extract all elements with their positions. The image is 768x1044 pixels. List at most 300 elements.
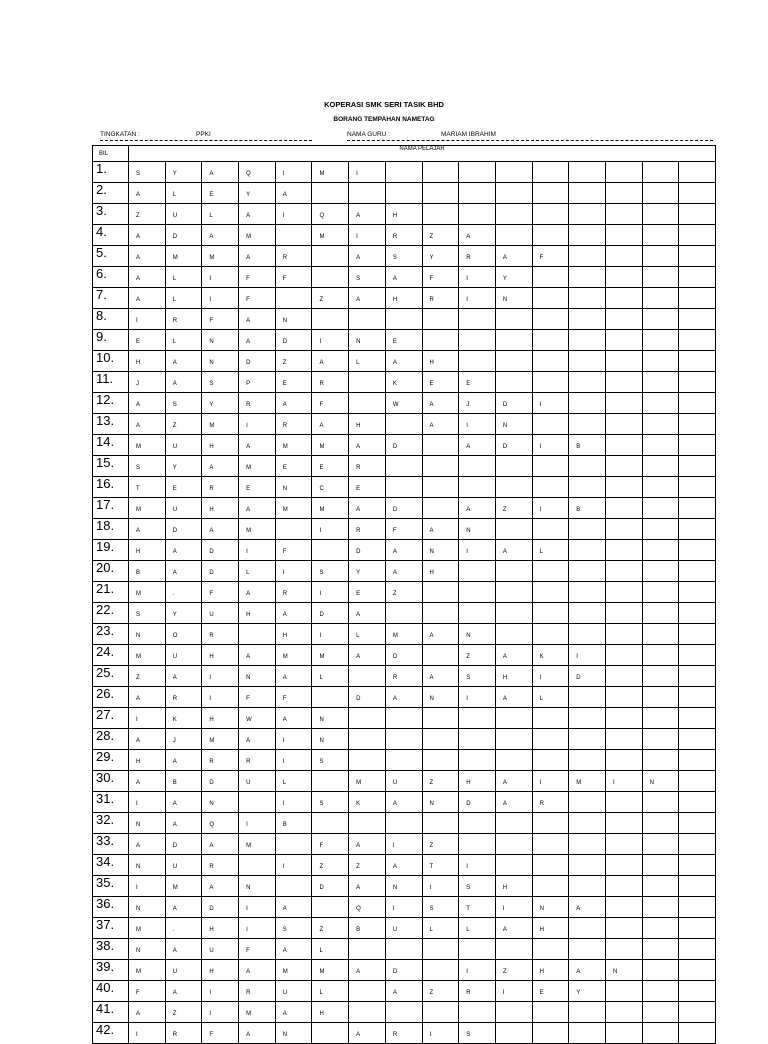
letter-cell: [495, 204, 532, 225]
letter-cell: [605, 603, 642, 624]
letter-cell: D: [495, 393, 532, 414]
letter-cell: A: [349, 834, 386, 855]
letter-cell: [312, 771, 349, 792]
row-number: 29.: [93, 750, 129, 771]
letter-cell: [422, 330, 459, 351]
letter-cell: [459, 729, 496, 750]
letter-cell: Z: [422, 771, 459, 792]
letter-cell: [642, 624, 679, 645]
letter-cell: [679, 414, 716, 435]
row-number: 39.: [93, 960, 129, 981]
letter-cell: A: [495, 246, 532, 267]
letter-cell: A: [165, 351, 202, 372]
letter-cell: I: [239, 540, 276, 561]
letter-cell: A: [275, 393, 312, 414]
letter-cell: A: [129, 288, 166, 309]
letter-cell: D: [385, 645, 422, 666]
letter-cell: [422, 645, 459, 666]
letter-cell: K: [532, 645, 569, 666]
letter-cell: [495, 1023, 532, 1044]
letter-cell: [422, 939, 459, 960]
letter-cell: I: [422, 876, 459, 897]
row-number: 26.: [93, 687, 129, 708]
letter-cell: F: [239, 267, 276, 288]
letter-cell: [275, 288, 312, 309]
letter-cell: [532, 582, 569, 603]
letter-cell: H: [129, 750, 166, 771]
letter-cell: F: [239, 939, 276, 960]
letter-cell: [679, 729, 716, 750]
letter-cell: [642, 582, 679, 603]
table-header-row: [93, 146, 716, 162]
letter-cell: A: [165, 750, 202, 771]
letter-cell: R: [385, 225, 422, 246]
letter-cell: [642, 414, 679, 435]
letter-cell: [349, 939, 386, 960]
letter-cell: [312, 897, 349, 918]
letter-cell: [532, 834, 569, 855]
letter-cell: A: [385, 855, 422, 876]
letter-cell: U: [202, 939, 239, 960]
table-row: [93, 729, 716, 750]
letter-cell: [459, 351, 496, 372]
letter-cell: A: [349, 498, 386, 519]
letter-cell: M: [202, 729, 239, 750]
letter-cell: A: [129, 729, 166, 750]
letter-cell: F: [385, 519, 422, 540]
letter-cell: M: [312, 960, 349, 981]
letter-cell: [642, 246, 679, 267]
letter-cell: I: [202, 288, 239, 309]
letter-cell: I: [532, 771, 569, 792]
table-row: [93, 834, 716, 855]
table-row: [93, 204, 716, 225]
letter-cell: [569, 351, 606, 372]
letter-cell: [569, 918, 606, 939]
letter-cell: I: [532, 393, 569, 414]
letter-cell: N: [129, 624, 166, 645]
letter-cell: M: [129, 498, 166, 519]
letter-cell: [642, 498, 679, 519]
letter-cell: [642, 561, 679, 582]
letter-cell: [679, 519, 716, 540]
letter-cell: A: [422, 519, 459, 540]
letter-cell: [422, 750, 459, 771]
letter-cell: A: [349, 204, 386, 225]
letter-cell: Z: [312, 855, 349, 876]
letter-cell: [495, 561, 532, 582]
letter-cell: N: [312, 708, 349, 729]
letter-cell: [605, 624, 642, 645]
letter-cell: [642, 183, 679, 204]
letter-cell: I: [312, 330, 349, 351]
letter-cell: [459, 708, 496, 729]
letter-cell: [642, 603, 679, 624]
letter-cell: L: [349, 351, 386, 372]
letter-cell: I: [422, 1023, 459, 1044]
letter-cell: A: [202, 456, 239, 477]
letter-cell: R: [275, 582, 312, 603]
letter-cell: I: [275, 855, 312, 876]
document-title: KOPERASI SMK SERI TASIK BHD: [324, 100, 444, 109]
letter-cell: S: [275, 918, 312, 939]
guru-underline: [347, 140, 713, 141]
letter-cell: I: [239, 918, 276, 939]
letter-cell: [349, 708, 386, 729]
letter-cell: I: [532, 435, 569, 456]
letter-cell: [679, 792, 716, 813]
letter-cell: A: [349, 876, 386, 897]
letter-cell: [642, 309, 679, 330]
letter-cell: Z: [312, 288, 349, 309]
letter-cell: K: [385, 372, 422, 393]
letter-cell: H: [349, 414, 386, 435]
letter-cell: [679, 288, 716, 309]
letter-cell: [459, 204, 496, 225]
letter-cell: R: [385, 666, 422, 687]
letter-cell: [605, 750, 642, 771]
letter-cell: F: [202, 582, 239, 603]
letter-cell: E: [349, 582, 386, 603]
table-row: [93, 897, 716, 918]
letter-cell: A: [312, 351, 349, 372]
letter-cell: A: [239, 729, 276, 750]
letter-cell: L: [275, 771, 312, 792]
letter-cell: [605, 288, 642, 309]
row-number: 34.: [93, 855, 129, 876]
letter-cell: I: [202, 267, 239, 288]
letter-cell: [532, 204, 569, 225]
letter-cell: H: [495, 876, 532, 897]
letter-cell: M: [129, 918, 166, 939]
letter-cell: A: [129, 414, 166, 435]
letter-cell: [569, 582, 606, 603]
letter-cell: Z: [165, 1002, 202, 1023]
letter-cell: [459, 582, 496, 603]
letter-cell: [459, 309, 496, 330]
letter-cell: E: [459, 372, 496, 393]
letter-cell: [605, 435, 642, 456]
letter-cell: [569, 750, 606, 771]
table-row: [93, 792, 716, 813]
letter-cell: [349, 666, 386, 687]
guru-value: MARIAM IBRAHIM: [441, 131, 496, 138]
letter-cell: [605, 876, 642, 897]
letter-cell: [532, 708, 569, 729]
letter-cell: A: [349, 603, 386, 624]
row-number: 2.: [93, 183, 129, 204]
letter-cell: N: [275, 309, 312, 330]
letter-cell: B: [569, 498, 606, 519]
letter-cell: A: [385, 267, 422, 288]
letter-cell: A: [385, 687, 422, 708]
letter-cell: L: [202, 204, 239, 225]
letter-cell: R: [422, 288, 459, 309]
letter-cell: [532, 876, 569, 897]
letter-cell: [532, 351, 569, 372]
letter-cell: [679, 1002, 716, 1023]
table-row: [93, 519, 716, 540]
letter-cell: Z: [422, 834, 459, 855]
letter-cell: [495, 1002, 532, 1023]
letter-cell: [569, 540, 606, 561]
letter-cell: M: [312, 645, 349, 666]
table-row: [93, 939, 716, 960]
row-number: 23.: [93, 624, 129, 645]
letter-cell: [495, 624, 532, 645]
table-row: [93, 183, 716, 204]
letter-cell: I: [459, 960, 496, 981]
letter-cell: [532, 225, 569, 246]
letter-cell: H: [275, 624, 312, 645]
letter-cell: [642, 393, 679, 414]
letter-cell: Y: [422, 246, 459, 267]
letter-cell: R: [275, 246, 312, 267]
letter-cell: L: [165, 267, 202, 288]
table-row: [93, 1002, 716, 1023]
letter-cell: L: [532, 687, 569, 708]
letter-cell: [532, 750, 569, 771]
letter-cell: S: [129, 162, 166, 183]
letter-cell: [642, 1023, 679, 1044]
letter-cell: U: [165, 855, 202, 876]
letter-cell: Z: [275, 351, 312, 372]
letter-cell: D: [385, 435, 422, 456]
letter-cell: F: [275, 267, 312, 288]
letter-cell: [679, 666, 716, 687]
table-row: [93, 540, 716, 561]
letter-cell: Y: [569, 981, 606, 1002]
letter-cell: A: [349, 1023, 386, 1044]
letter-cell: A: [385, 540, 422, 561]
letter-cell: [642, 519, 679, 540]
letter-cell: U: [239, 771, 276, 792]
letter-cell: [642, 372, 679, 393]
letter-cell: [569, 183, 606, 204]
letter-cell: [349, 393, 386, 414]
letter-cell: N: [495, 288, 532, 309]
letter-cell: [569, 267, 606, 288]
letter-cell: [569, 561, 606, 582]
row-number: 4.: [93, 225, 129, 246]
letter-cell: [679, 708, 716, 729]
table-row: [93, 330, 716, 351]
letter-cell: [532, 288, 569, 309]
row-number: 7.: [93, 288, 129, 309]
row-number: 19.: [93, 540, 129, 561]
letter-cell: A: [239, 435, 276, 456]
letter-cell: [679, 204, 716, 225]
letter-cell: F: [202, 309, 239, 330]
letter-cell: L: [422, 918, 459, 939]
letter-cell: [312, 1023, 349, 1044]
letter-cell: [605, 351, 642, 372]
letter-cell: M: [129, 960, 166, 981]
letter-cell: H: [202, 708, 239, 729]
row-number: 5.: [93, 246, 129, 267]
letter-cell: [605, 1023, 642, 1044]
letter-cell: F: [275, 687, 312, 708]
letter-cell: A: [165, 561, 202, 582]
letter-cell: I: [385, 897, 422, 918]
letter-cell: U: [165, 435, 202, 456]
letter-cell: [642, 855, 679, 876]
letter-cell: L: [459, 918, 496, 939]
letter-cell: [642, 687, 679, 708]
letter-cell: [605, 792, 642, 813]
letter-cell: [275, 834, 312, 855]
letter-cell: I: [349, 162, 386, 183]
letter-cell: [275, 225, 312, 246]
letter-cell: M: [129, 435, 166, 456]
letter-cell: A: [495, 918, 532, 939]
letter-cell: S: [459, 876, 496, 897]
letter-cell: [642, 834, 679, 855]
letter-cell: S: [129, 456, 166, 477]
letter-cell: [569, 1023, 606, 1044]
table-row: [93, 309, 716, 330]
letter-cell: [312, 813, 349, 834]
row-number: 16.: [93, 477, 129, 498]
letter-cell: [422, 183, 459, 204]
letter-cell: [679, 939, 716, 960]
letter-cell: F: [239, 687, 276, 708]
letter-cell: S: [312, 561, 349, 582]
letter-cell: [275, 519, 312, 540]
letter-cell: [679, 372, 716, 393]
letter-cell: [349, 1002, 386, 1023]
letter-cell: S: [385, 246, 422, 267]
letter-cell: A: [275, 183, 312, 204]
letter-cell: [532, 162, 569, 183]
letter-cell: [569, 603, 606, 624]
table-row: [93, 372, 716, 393]
letter-cell: F: [202, 1023, 239, 1044]
letter-cell: [605, 456, 642, 477]
letter-cell: S: [129, 603, 166, 624]
letter-cell: I: [605, 771, 642, 792]
letter-cell: N: [385, 876, 422, 897]
letter-cell: [642, 288, 679, 309]
letter-cell: [642, 897, 679, 918]
table-row: [93, 414, 716, 435]
letter-cell: [642, 330, 679, 351]
letter-cell: [532, 1023, 569, 1044]
letter-cell: S: [459, 666, 496, 687]
letter-cell: B: [569, 435, 606, 456]
letter-cell: I: [239, 813, 276, 834]
letter-cell: [312, 687, 349, 708]
letter-cell: I: [239, 897, 276, 918]
letter-cell: Z: [349, 855, 386, 876]
table-row: [93, 1023, 716, 1044]
letter-cell: D: [202, 897, 239, 918]
letter-cell: [642, 813, 679, 834]
letter-cell: [605, 939, 642, 960]
letter-cell: A: [459, 225, 496, 246]
letter-cell: A: [349, 645, 386, 666]
letter-cell: [679, 183, 716, 204]
letter-cell: M: [275, 960, 312, 981]
letter-cell: A: [239, 498, 276, 519]
letter-cell: [385, 162, 422, 183]
letter-cell: Y: [165, 162, 202, 183]
row-number: 41.: [93, 1002, 129, 1023]
letter-cell: E: [385, 330, 422, 351]
letter-cell: [385, 939, 422, 960]
letter-cell: [495, 351, 532, 372]
letter-cell: M: [239, 225, 276, 246]
letter-cell: M: [275, 645, 312, 666]
letter-cell: I: [202, 666, 239, 687]
letter-cell: N: [605, 960, 642, 981]
letter-cell: [385, 414, 422, 435]
letter-cell: A: [495, 540, 532, 561]
letter-cell: A: [239, 582, 276, 603]
letter-cell: R: [239, 750, 276, 771]
letter-cell: [642, 540, 679, 561]
letter-cell: M: [569, 771, 606, 792]
letter-cell: Z: [385, 582, 422, 603]
letter-cell: A: [165, 981, 202, 1002]
letter-cell: N: [239, 666, 276, 687]
letter-cell: A: [422, 393, 459, 414]
letter-cell: [605, 498, 642, 519]
letter-cell: [642, 939, 679, 960]
letter-cell: [349, 183, 386, 204]
letter-cell: F: [239, 288, 276, 309]
letter-cell: A: [495, 771, 532, 792]
letter-cell: M: [239, 834, 276, 855]
letter-cell: I: [532, 498, 569, 519]
letter-cell: M: [202, 414, 239, 435]
letter-cell: D: [312, 876, 349, 897]
letter-cell: R: [202, 855, 239, 876]
letter-cell: D: [165, 225, 202, 246]
letter-cell: Z: [495, 498, 532, 519]
letter-cell: F: [312, 834, 349, 855]
letter-cell: A: [495, 645, 532, 666]
letter-cell: [532, 372, 569, 393]
letter-cell: [569, 708, 606, 729]
letter-cell: A: [569, 960, 606, 981]
row-number: 27.: [93, 708, 129, 729]
table-row: [93, 498, 716, 519]
letter-cell: [605, 1002, 642, 1023]
letter-cell: [679, 1023, 716, 1044]
letter-cell: [642, 1002, 679, 1023]
letter-cell: A: [129, 687, 166, 708]
letter-cell: Q: [202, 813, 239, 834]
letter-cell: A: [202, 162, 239, 183]
row-number: 11.: [93, 372, 129, 393]
row-number: 24.: [93, 645, 129, 666]
letter-cell: A: [129, 183, 166, 204]
letter-cell: I: [129, 309, 166, 330]
letter-cell: [385, 708, 422, 729]
letter-cell: A: [129, 246, 166, 267]
letter-cell: [532, 267, 569, 288]
letter-cell: [605, 897, 642, 918]
letter-cell: L: [239, 561, 276, 582]
letter-cell: [605, 834, 642, 855]
letter-cell: A: [129, 1002, 166, 1023]
letter-cell: [605, 267, 642, 288]
letter-cell: B: [165, 771, 202, 792]
letter-cell: K: [165, 708, 202, 729]
letter-cell: L: [312, 981, 349, 1002]
letter-cell: A: [239, 309, 276, 330]
